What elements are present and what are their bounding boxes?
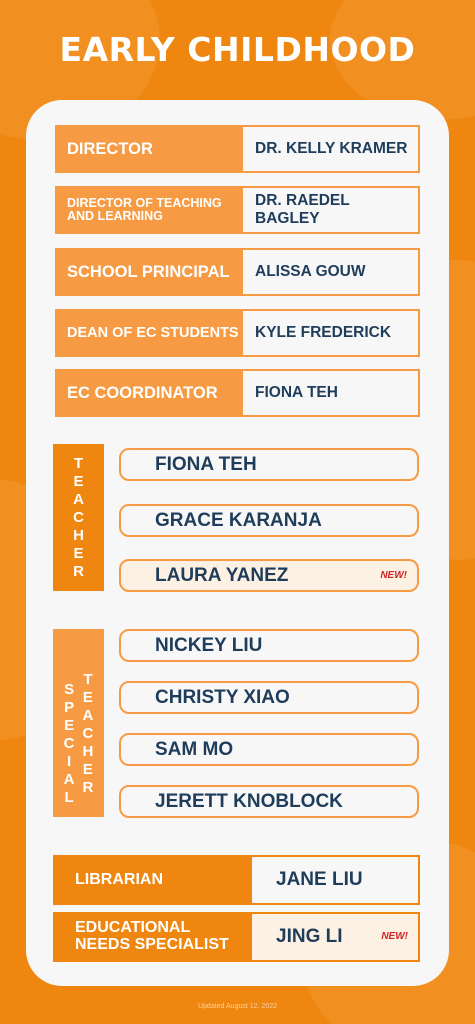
special-teacher-name-pill <box>119 733 419 766</box>
updated-date: Updated August 12, 2022 <box>197 1003 277 1010</box>
role-name: FIONA TEH <box>255 384 338 401</box>
teacher-vertical-label <box>83 671 94 797</box>
label-letter: A <box>63 771 75 788</box>
label-letter: P <box>64 699 75 716</box>
role-name: DR. RAEDEL BAGLEY <box>255 192 350 227</box>
label-letter: L <box>64 789 74 806</box>
label-letter: R <box>73 562 84 580</box>
teacher-name: GRACE KARANJA <box>155 509 322 531</box>
role-label: DIRECTOR <box>57 127 243 171</box>
label-letter: E <box>82 689 93 706</box>
label-letter: E <box>64 717 75 734</box>
role-row-director <box>55 125 420 173</box>
role-row-coordinator <box>55 369 420 417</box>
role-name: KYLE FREDERICK <box>255 324 392 341</box>
role-label: SCHOOL PRINCIPAL <box>57 250 243 294</box>
label-letter: E <box>73 472 84 490</box>
teacher-name: FIONA TEH <box>155 453 257 475</box>
librarian-name: JANE LIU <box>276 869 363 890</box>
role-name: DR. KELLY KRAMER <box>255 140 408 157</box>
label-letter: R <box>82 779 94 796</box>
role-row-principal <box>55 248 420 296</box>
role-row-dean <box>55 309 420 357</box>
label-letter: T <box>73 454 84 472</box>
teacher-vertical-label <box>73 455 84 581</box>
librarian-label: LIBRARIAN <box>55 857 252 903</box>
special-teacher-name: JERETT KNOBLOCK <box>155 790 343 812</box>
special-teacher-name: NICKEY LIU <box>155 634 263 656</box>
teacher-name-pill <box>119 559 419 592</box>
label-letter: C <box>73 508 84 526</box>
label-letter: C <box>63 735 75 752</box>
specialist-label-line: EDUCATIONAL <box>75 919 191 937</box>
label-letter: H <box>73 526 84 544</box>
page-title: EARLY CHILDHOOD <box>59 30 416 69</box>
label-letter: E <box>73 544 84 562</box>
new-badge: NEW! <box>380 570 407 581</box>
role-label: DIRECTOR OF TEACHING AND LEARNING <box>57 188 243 232</box>
special-vertical-label <box>64 681 75 807</box>
special-teacher-name: SAM MO <box>155 738 234 760</box>
special-teacher-name-pill <box>119 629 419 662</box>
label-letter: A <box>73 490 84 508</box>
specialist-name: JING LI <box>276 926 343 947</box>
role-row-director-teaching <box>55 186 420 234</box>
special-teacher-label-bar <box>53 629 104 817</box>
specialist-label <box>55 914 252 960</box>
role-label: EC COORDINATOR <box>57 371 243 415</box>
role-label: DEAN OF EC STUDENTS <box>57 311 243 355</box>
label-letter: S <box>64 681 75 698</box>
label-letter: E <box>82 761 93 778</box>
specialist-row <box>53 912 420 962</box>
label-letter: A <box>82 707 94 724</box>
special-teacher-name-pill <box>119 785 419 818</box>
teacher-name-pill <box>119 448 419 481</box>
new-badge: NEW! <box>381 931 408 942</box>
librarian-row <box>53 855 420 905</box>
special-teacher-name: CHRISTY XIAO <box>155 686 290 708</box>
teacher-name-pill <box>119 504 419 537</box>
label-letter: H <box>82 743 94 760</box>
label-letter: C <box>82 725 94 742</box>
label-letter: I <box>66 753 72 770</box>
label-letter: T <box>83 671 93 688</box>
specialist-value <box>252 914 418 960</box>
teacher-label-bar <box>53 444 104 591</box>
teacher-name: LAURA YANEZ <box>155 564 289 586</box>
role-name: ALISSA GOUW <box>255 263 366 280</box>
specialist-label-line: NEEDS SPECIALIST <box>75 936 229 953</box>
special-teacher-name-pill <box>119 681 419 714</box>
